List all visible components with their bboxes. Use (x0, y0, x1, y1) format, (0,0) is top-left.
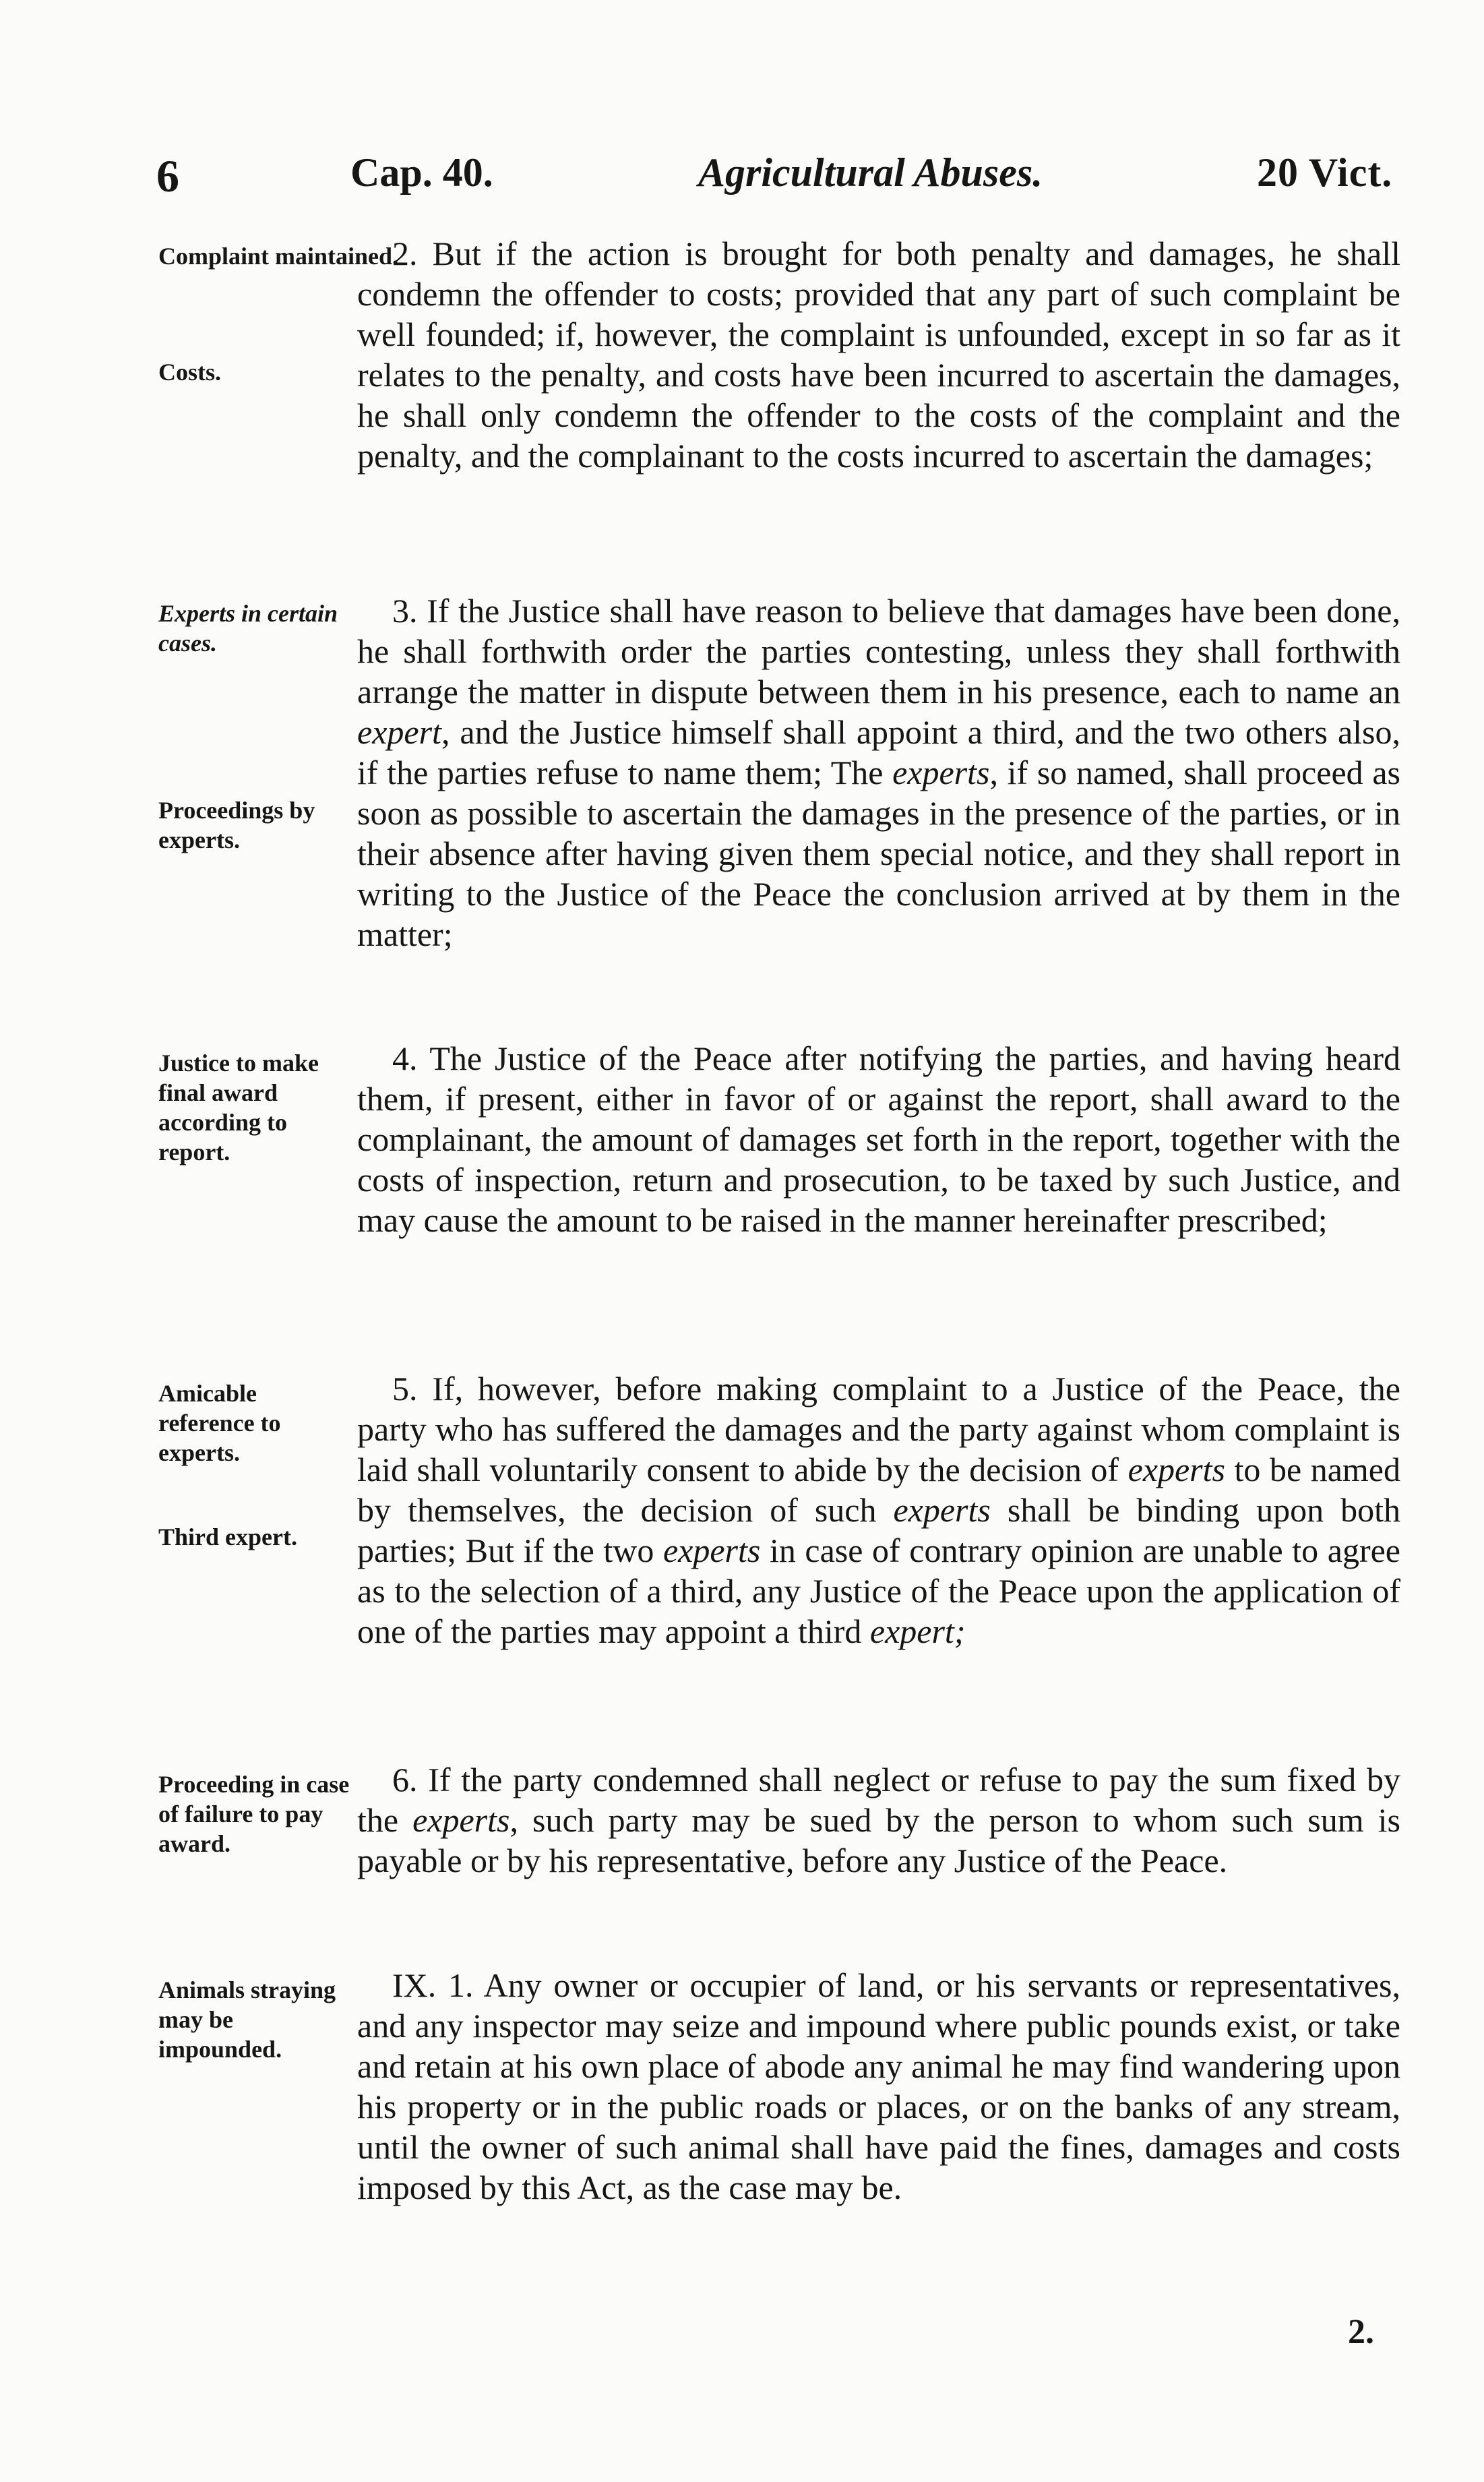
margin-note-animals-straying: Animals straying may be impounded. (158, 1976, 336, 2063)
section-4-text: 4. The Justice of the Peace after notifying the parties, and having heard them, if present, either in favor of or against the report, shall award to the complainant, the amount of damages set forth in the report, together with the costs of inspection, return and prosecution, to be taxed by such Justice, and may cause the amount to be raised in the manner hereinafter prescribed; (357, 1039, 1400, 1239)
catchword: 2. (1348, 2313, 1374, 2351)
section-5-text: 5. If, however, before making complaint to a Justice of the Peace, the party who has suffered the damages and the party against whom complaint is laid shall voluntarily consent to abide by the decision of experts to be named by themselves, the decision of such experts shall be binding upon both parties; But if the two experts in case of contrary opinion are unable to agree as to the selection of a third, any Justice of the Peace upon the application of one of the parties may appoint a third expert; (357, 1370, 1400, 1650)
running-header (0, 150, 1484, 210)
page-title: Agricultural Abuses. (698, 150, 1043, 195)
margin-note-costs: Costs. (158, 359, 222, 386)
margin-note-failure-to-pay: Proceeding in case of failure to pay award. (158, 1771, 350, 1857)
page-number: 6 (156, 150, 179, 202)
margin-note-amicable-reference: Amicable reference to experts. (158, 1380, 281, 1466)
margin-note-third-expert: Third expert. (158, 1523, 297, 1550)
chapter-label: Cap. 40. (350, 150, 493, 195)
section-ix-text: IX. 1. Any owner or occupier of land, or his servants or representatives, and any inspector may seize and impound where public pounds exist, or take and retain at his own place of abode any animal he may find wandering upon his property or in the public roads or places, or on the banks of any stream, until the owner of such animal shall have paid the fines, damages and costs imposed by this Act, as the case may be. (357, 1966, 1400, 2206)
section-6-text: 6. If the party condemned shall neglect or refuse to pay the sum fixed by the experts, such party may be sued by the person to whom such sum is payable or by his representative, before any Justice of the Peace. (357, 1761, 1400, 1879)
reign-year: 20 Vict. (1257, 150, 1393, 195)
margin-note-final-award: Justice to make final award according to report. (158, 1050, 319, 1166)
margin-note-experts: Experts in certain cases. (158, 600, 338, 657)
margin-note-complaint-maintained: Complaint maintained. (158, 243, 399, 270)
margin-note-proceedings: Proceedings by experts. (158, 797, 315, 853)
section-2-text: 2. But if the action is brought for both penalty and damages, he shall condemn the offender to costs; provided that any part of such complaint be well founded; if, however, the complaint is unfounded, except in so far as it relates to the penalty, and costs have been incurred to ascertain the damages, he shall only condemn the offender to the costs of the complaint and the penalty, and the complainant to the costs incurred to ascertain the damages; (357, 235, 1400, 475)
section-3-text: 3. If the Justice shall have reason to believe that damages have been done, he shall forthwith order the parties contesting, unless they shall forthwith arrange the matter in dispute between them in his presence, each to name an expert, and the Justice himself shall appoint a third, and the two others also, if the parties refuse to name them; The experts, if so named, shall proceed as soon as possible to ascertain the damages in the presence of the parties, or in their absence after having given them special notice, and they shall report in writing to the Justice of the Peace the conclusion arrived at by them in the matter; (357, 592, 1400, 953)
